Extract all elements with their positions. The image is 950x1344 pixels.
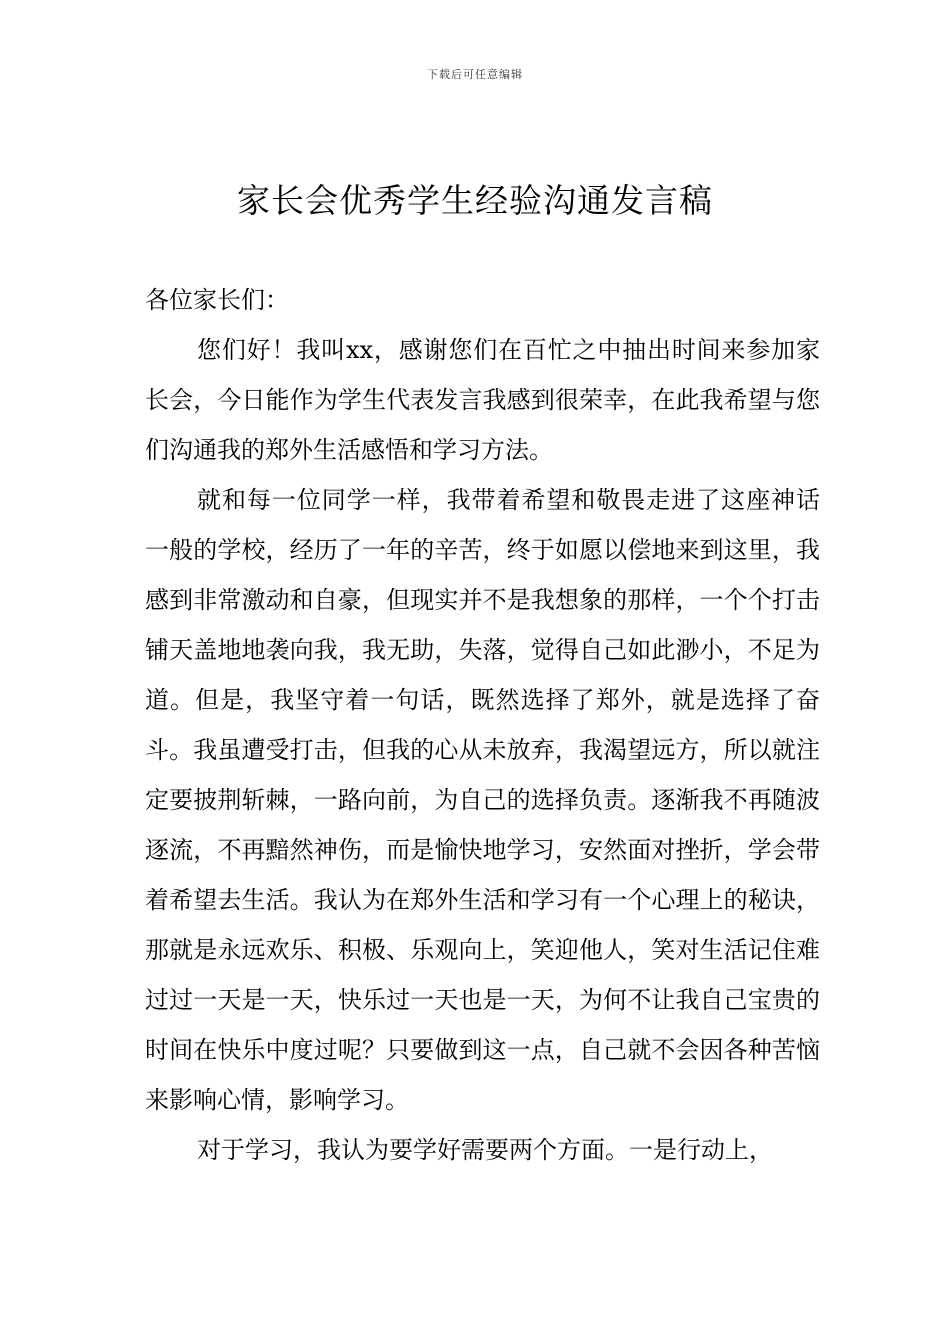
salutation: 各位家长们： <box>145 286 289 314</box>
page-header-note: 下载后可任意编辑 <box>427 68 523 81</box>
paragraph-greeting: 您们好！我叫xx，感谢您们在百忙之中抽出时间来参加家长会，今日能作为学生代表发言我感到很荣幸，在此我希望与您们沟通我的郑外生活感悟和学习方法。 <box>145 336 820 464</box>
paragraph-study: 对于学习，我认为要学好需要两个方面。一是行动上， <box>197 1136 773 1164</box>
document-body <box>145 275 820 1175</box>
paragraph-experience: 就和每一位同学一样，我带着希望和敬畏走进了这座神话一般的学校，经历了一年的辛苦，终于如愿以偿地来到这里，我感到非常激动和自豪，但现实并不是我想象的那样，一个个打击铺天盖地地袭向我，我无助，失落，觉得自己如此渺小，不足为道。但是，我坚守着一句话，既然选择了郑外，就是选择了奋斗。我虽遭受打击，但我的心从未放弃，我渴望远方，所以就注定要披荆斩棘，一路向前，为自己的选择负责。逐渐我不再随波逐流，不再黯然神伤，而是愉快地学习，安然面对挫折，学会带着希望去生活。我认为在郑外生活和学习有一个心理上的秘诀，那就是永远欢乐、积极、乐观向上，笑迎他人，笑对生活记住难过过一天是一天，快乐过一天也是一天，为何不让我自己宝贵的时间在快乐中度过呢？只要做到这一点，自己就不会因各种苦恼来影响心情，影响学习。 <box>145 486 820 1114</box>
document-title: 家长会优秀学生经验沟通发言稿 <box>237 181 713 220</box>
